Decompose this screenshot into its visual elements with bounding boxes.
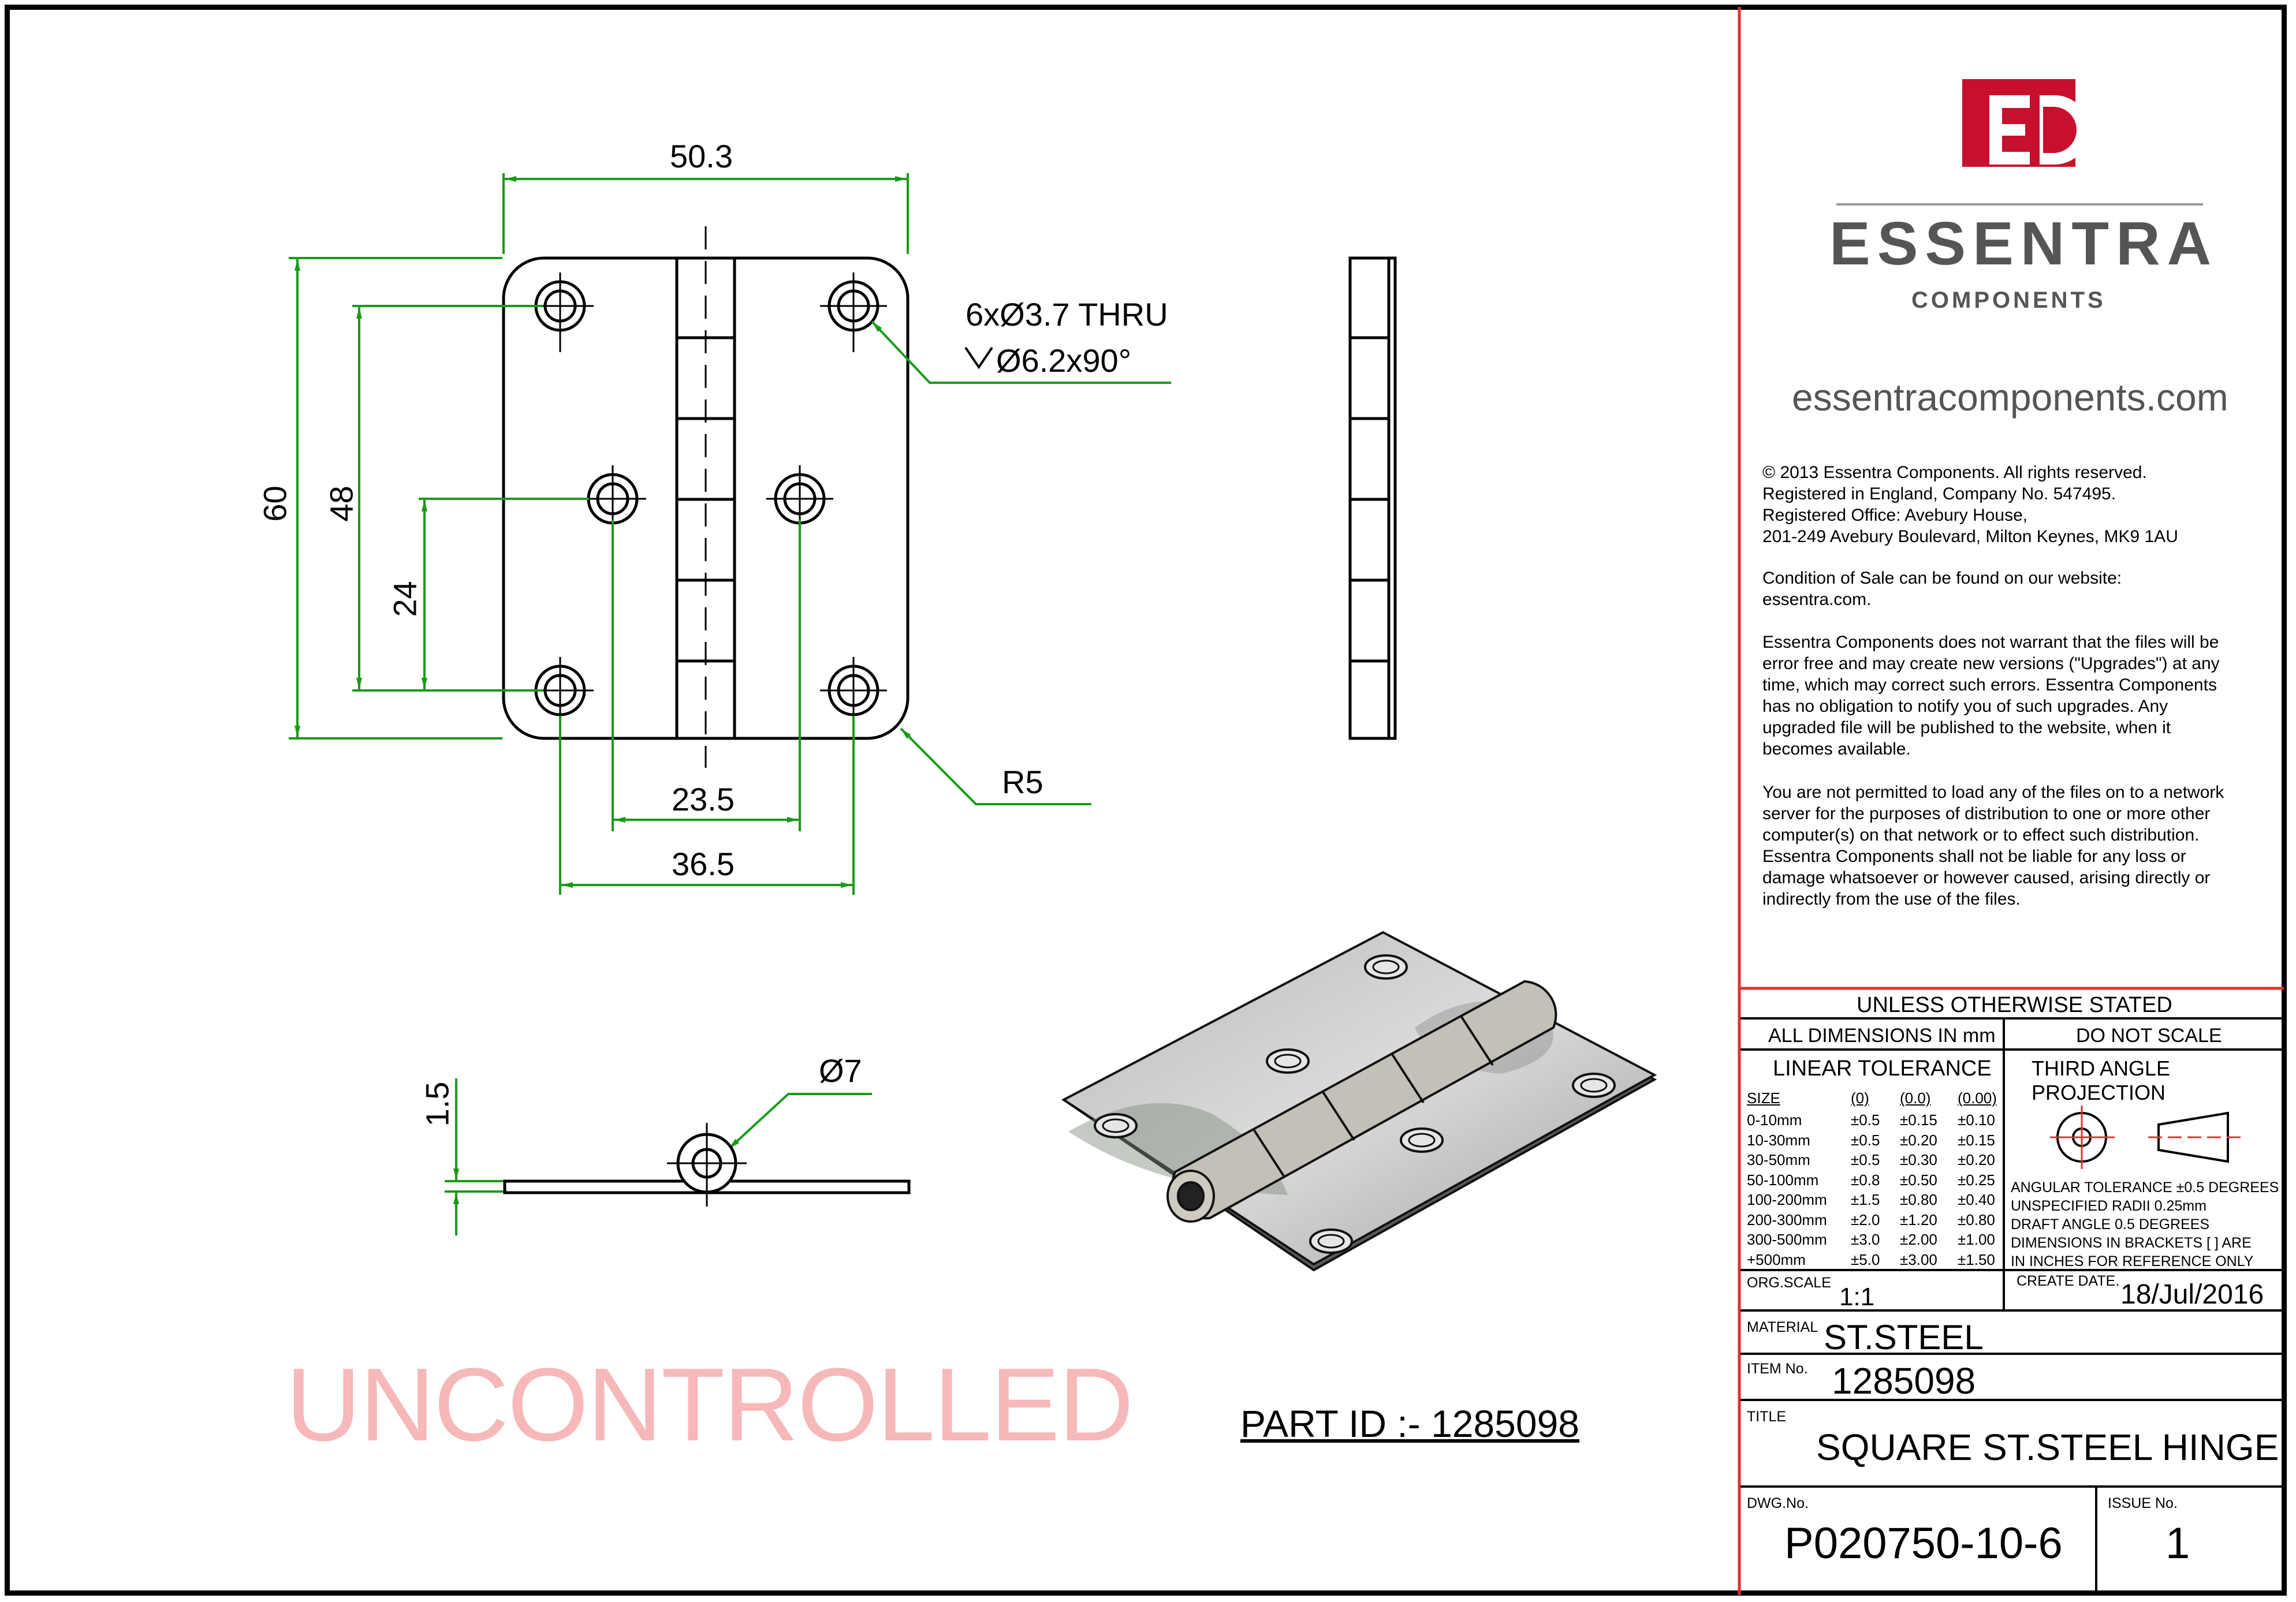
dim-height-holes: 48 <box>323 486 360 522</box>
dim-hole-note-1: 6xØ3.7 THRU <box>966 296 1168 333</box>
tol-header-size: SIZE <box>1747 1089 1780 1107</box>
tol-cell: ±0.20 <box>1900 1131 1937 1149</box>
tol-cell: ±0.8 <box>1851 1171 1880 1189</box>
side-view <box>1350 258 1395 738</box>
tol-cell: ±5.0 <box>1851 1250 1880 1268</box>
tol-cell: ±0.5 <box>1851 1151 1880 1168</box>
tb-all-dims: ALL DIMENSIONS IN mm <box>1768 1025 1996 1047</box>
dim-height-total: 60 <box>256 486 293 522</box>
tb-org-scale-label: ORG.SCALE <box>1747 1275 1831 1291</box>
tb-note-radii: UNSPECIFIED RADII 0.25mm <box>2011 1198 2206 1214</box>
tol-cell: +500mm <box>1747 1250 1806 1268</box>
tol-cell: 200-300mm <box>1747 1211 1827 1228</box>
tol-cell: ±0.10 <box>1958 1111 1995 1129</box>
bottom-view <box>505 1123 909 1207</box>
tol-cell: ±0.5 <box>1851 1111 1880 1129</box>
tol-cell: ±1.50 <box>1958 1250 1995 1268</box>
tol-cell: ±0.80 <box>1958 1211 1995 1228</box>
uncontrolled-watermark: UNCONTROLLED <box>286 1347 1133 1463</box>
essentra-logo <box>1836 79 2203 204</box>
tol-header-000: (0.00) <box>1958 1089 1997 1107</box>
tb-item: 1285098 <box>1832 1360 1976 1402</box>
tol-cell: 50-100mm <box>1747 1171 1819 1189</box>
tb-create-date-label: CREATE DATE. <box>2017 1273 2120 1289</box>
tb-note-angular: ANGULAR TOLERANCE ±0.5 DEGREES <box>2011 1179 2279 1196</box>
dim-knuckle-dia: Ø7 <box>819 1052 862 1089</box>
dim-spacing-outer: 36.5 <box>672 846 735 882</box>
tb-dwg-label: DWG.No. <box>1747 1495 1809 1511</box>
legal-distribution: You are not permitted to load any of the files on to a network server for the purposes of distribution to one or more other computer(s) on that network or to effect such distribution. Essentra Components shall not be liable for any loss or damage whatsoever or however caused, arising directly or indirectly from the use of the files. <box>1762 783 2224 909</box>
tol-cell: ±0.15 <box>1900 1111 1937 1129</box>
legal-copyright: © 2013 Essentra Components. All rights reserved. Registered in England, Company No. 547495. Registered Office: Avebury House, 201-249 Avebury Boulevard, Milton Keynes, MK9 1AU <box>1762 463 2178 546</box>
tol-cell: ±0.30 <box>1900 1151 1937 1168</box>
tb-issue-label: ISSUE No. <box>2108 1495 2178 1511</box>
tol-cell: ±0.40 <box>1958 1191 1995 1208</box>
tol-cell: ±0.80 <box>1900 1191 1937 1208</box>
tol-header-0: (0) <box>1851 1089 1869 1107</box>
tol-cell: ±0.20 <box>1958 1151 1995 1168</box>
tol-cell: ±2.0 <box>1851 1211 1880 1228</box>
countersink-symbol <box>966 348 992 367</box>
tol-cell: ±0.15 <box>1958 1131 1995 1149</box>
legal-conditions: Condition of Sale can be found on our website: essentra.com. <box>1762 569 2122 609</box>
tol-cell: 30-50mm <box>1747 1151 1810 1168</box>
tol-cell: ±0.25 <box>1958 1171 1995 1189</box>
part-id: PART ID :- 1285098 <box>1240 1402 1580 1445</box>
tb-title-label: TITLE <box>1747 1409 1787 1425</box>
tb-title: SQUARE ST.STEEL HINGE <box>1816 1427 2279 1468</box>
tol-cell: 0-10mm <box>1747 1111 1802 1129</box>
tol-header-00: (0.0) <box>1900 1089 1931 1107</box>
brand-website[interactable]: essentracomponents.com <box>1792 376 2228 419</box>
tb-projection: THIRD ANGLE PROJECTION <box>2032 1056 2171 1104</box>
tb-linear-tolerance: LINEAR TOLERANCE <box>1773 1056 1992 1081</box>
tb-create-date: 18/Jul/2016 <box>2120 1279 2264 1310</box>
third-angle-projection-symbol <box>2050 1106 2241 1169</box>
front-view <box>504 226 908 768</box>
dim-thickness: 1.5 <box>419 1081 456 1127</box>
tb-material-label: MATERIAL <box>1747 1319 1818 1335</box>
dim-height-center: 24 <box>386 581 423 617</box>
tol-cell: ±2.00 <box>1900 1231 1937 1248</box>
tol-cell: 300-500mm <box>1747 1231 1827 1248</box>
dim-spacing-inner: 23.5 <box>672 781 735 817</box>
legal-warranty: Essentra Components does not warrant that the files will be error free and may create new versions ("Upgrades") at any time, which may correct such errors. Essentra Components has no obligation to notify you of such upgrades. Any upgraded file will be published to the website, when it becomes available. <box>1762 633 2220 759</box>
tol-cell: 100-200mm <box>1747 1191 1827 1208</box>
tb-org-scale: 1:1 <box>1839 1283 1875 1311</box>
tol-cell: ±1.5 <box>1851 1191 1880 1208</box>
tb-do-not-scale: DO NOT SCALE <box>2076 1025 2222 1047</box>
dim-width-top: 50.3 <box>670 138 733 174</box>
brand-sub[interactable]: COMPONENTS <box>1911 287 2106 313</box>
dim-hole-note-2: Ø6.2x90° <box>996 342 1132 379</box>
tol-cell: ±1.00 <box>1958 1231 1995 1248</box>
dim-radius: R5 <box>1002 764 1043 800</box>
tb-issue: 1 <box>2165 1519 2190 1568</box>
isometric-view <box>1064 932 1654 1270</box>
tol-cell: ±3.00 <box>1900 1250 1937 1268</box>
tb-note-inches: IN INCHES FOR REFERENCE ONLY <box>2011 1253 2254 1269</box>
tb-note-draft: DRAFT ANGLE 0.5 DEGREES <box>2011 1216 2210 1233</box>
tol-cell: ±0.50 <box>1900 1171 1937 1189</box>
tb-item-label: ITEM No. <box>1747 1361 1808 1377</box>
tol-cell: 10-30mm <box>1747 1131 1810 1149</box>
brand-name: ESSENTRA <box>1829 210 2219 278</box>
tb-dwg: P020750-10-6 <box>1784 1519 2063 1568</box>
tol-cell: ±1.20 <box>1900 1211 1937 1228</box>
tb-note-brackets: DIMENSIONS IN BRACKETS [ ] ARE <box>2011 1235 2252 1251</box>
tol-cell: ±3.0 <box>1851 1231 1880 1248</box>
tol-cell: ±0.5 <box>1851 1131 1880 1149</box>
tb-material: ST.STEEL <box>1824 1318 1984 1357</box>
tb-unless: UNLESS OTHERWISE STATED <box>1857 993 2172 1017</box>
